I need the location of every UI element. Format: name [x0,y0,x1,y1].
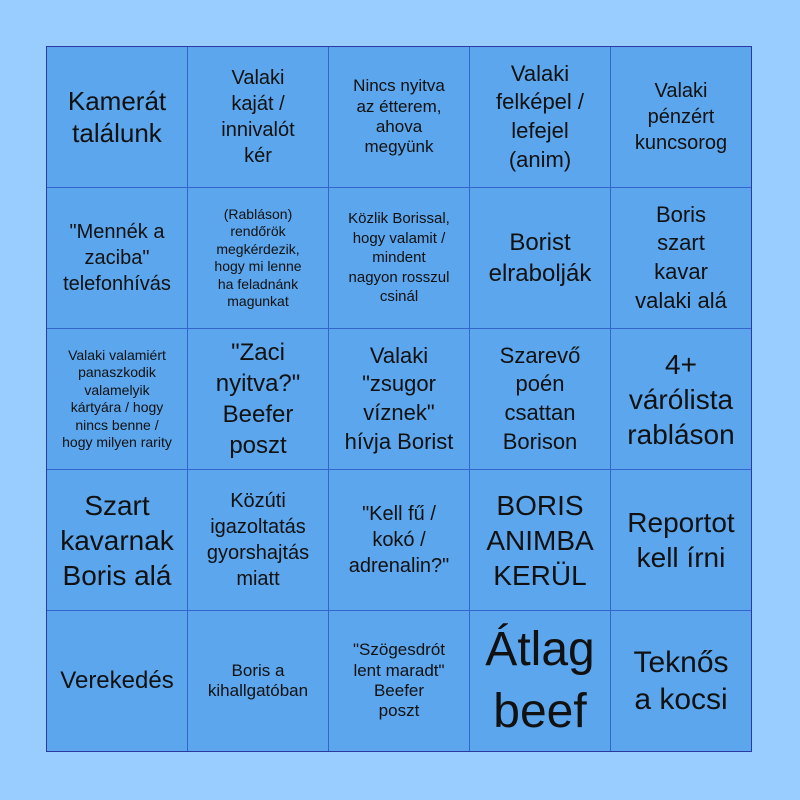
bingo-cell-1-4[interactable]: Valaki felképel / lefejel (anim) [470,47,610,187]
bingo-cell-2-5[interactable]: Boris szart kavar valaki alá [611,188,751,328]
bingo-cell-3-3[interactable]: Valaki "zsugor víznek" hívja Borist [329,329,469,469]
bingo-cell-1-5[interactable]: Valaki pénzért kuncsorog [611,47,751,187]
bingo-cell-4-1[interactable]: Szart kavarnak Boris alá [47,470,187,610]
bingo-board [46,46,752,752]
bingo-cell-2-3[interactable]: Közlik Borissal, hogy valamit / mindent nagyon rosszul csinál [329,188,469,328]
bingo-cell-2-2[interactable]: (Rabláson) rendőrök megkérdezik, hogy mi lenne ha feladnánk magunkat [188,188,328,328]
bingo-cell-3-4[interactable]: Szarevő poén csattan Borison [470,329,610,469]
bingo-cell-1-1[interactable]: Kamerát találunk [47,47,187,187]
bingo-cell-5-2[interactable]: Boris a kihallgatóban [188,611,328,751]
bingo-cell-5-5[interactable]: Teknős a kocsi [611,611,751,751]
bingo-cell-3-5[interactable]: 4+ várólista rabláson [611,329,751,469]
bingo-cell-1-3[interactable]: Nincs nyitva az étterem, ahova megyünk [329,47,469,187]
bingo-cell-4-4[interactable]: BORIS ANIMBA KERÜL [470,470,610,610]
bingo-cell-5-4[interactable]: Átlag beef [470,611,610,751]
bingo-cell-1-2[interactable]: Valaki kaját / innivalót kér [188,47,328,187]
bingo-cell-4-3[interactable]: "Kell fű / kokó / adrenalin?" [329,470,469,610]
bingo-cell-2-4[interactable]: Borist elrabolják [470,188,610,328]
bingo-cell-4-5[interactable]: Reportot kell írni [611,470,751,610]
bingo-cell-4-2[interactable]: Közúti igazoltatás gyorshajtás miatt [188,470,328,610]
bingo-cell-5-1[interactable]: Verekedés [47,611,187,751]
bingo-cell-5-3[interactable]: "Szögesdrót lent maradt" Beefer poszt [329,611,469,751]
bingo-cell-3-1[interactable]: Valaki valamiért panaszkodik valamelyik kártyára / hogy nincs benne / hogy milyen rarity [47,329,187,469]
bingo-cell-2-1[interactable]: "Mennék a zaciba" telefonhívás [47,188,187,328]
bingo-cell-3-2[interactable]: "Zaci nyitva?" Beefer poszt [188,329,328,469]
